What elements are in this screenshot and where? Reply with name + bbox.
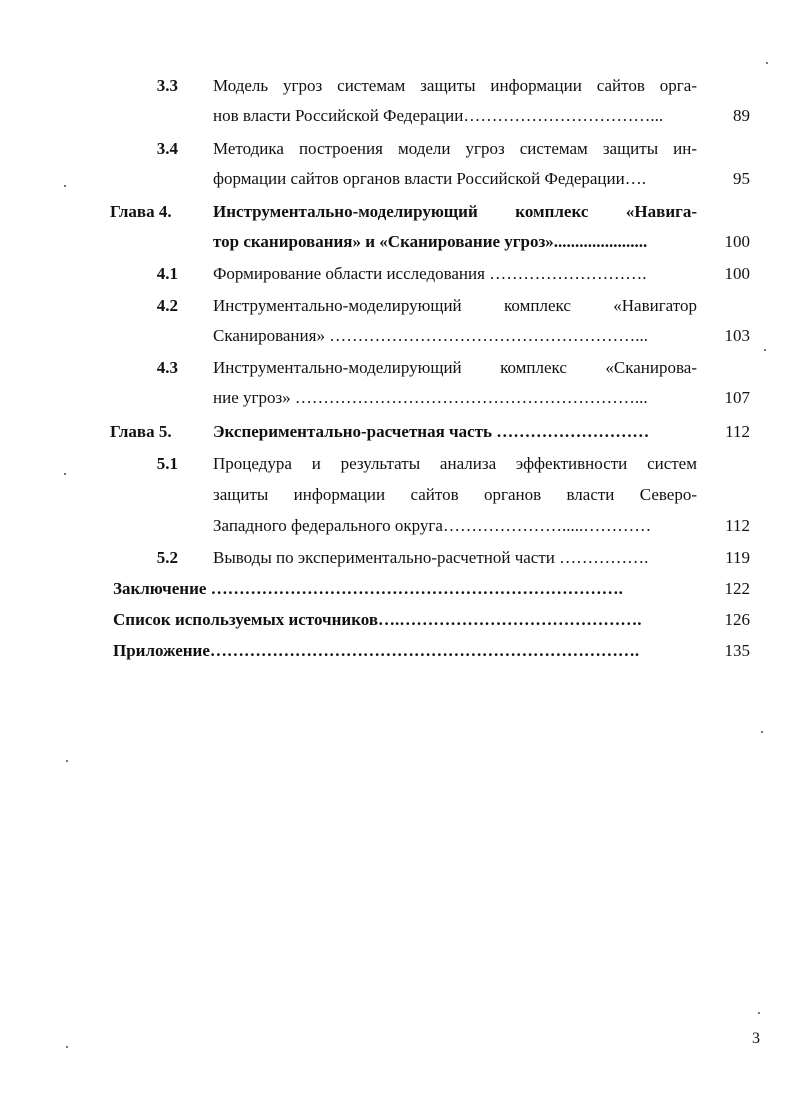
toc-page: 122	[724, 579, 750, 598]
toc-number: Глава 5.	[110, 422, 172, 441]
toc-number: 4.2	[156, 296, 178, 315]
toc-page: 112	[725, 516, 750, 535]
toc-page: 95	[733, 169, 750, 188]
toc-number: Глава 4.	[110, 202, 172, 221]
toc-page: 135	[724, 641, 750, 660]
toc-line: Процедура и результаты анализа эффективности систем	[213, 454, 697, 473]
toc-line: Выводы по экспериментально-расчетной части …………….	[213, 548, 649, 567]
scan-speck	[66, 1046, 68, 1048]
toc-page: 107	[724, 388, 750, 407]
toc-line: тор сканирования» и «Сканирование угроз»......................	[213, 232, 648, 251]
toc-line	[113, 608, 697, 632]
page-number: 3	[752, 1030, 760, 1047]
scan-speck	[758, 1012, 760, 1014]
toc-line: Модель угроз системам защиты информации сайтов орга-	[213, 76, 697, 95]
toc-line: Инструментально-моделирующий комплекс «Навига-	[213, 202, 697, 221]
toc-line: ние угроз» ……………………………………………………...	[213, 388, 648, 407]
toc-line: защиты информации сайтов органов власти Северо-	[213, 485, 697, 504]
toc-title: Приложение………………………………………………………………….	[113, 641, 640, 660]
toc-line	[113, 639, 697, 663]
toc-line: Формирование области исследования ……………………….	[213, 264, 647, 283]
toc-page: 100	[724, 232, 750, 251]
scan-speck	[64, 185, 66, 187]
toc-line: Инструментально-моделирующий комплекс «Навигатор	[213, 296, 697, 315]
toc-line: формации сайтов органов власти Российской Федерации….	[213, 169, 646, 188]
scan-speck	[64, 473, 66, 475]
scan-speck	[761, 731, 763, 733]
toc-page: 103	[724, 326, 750, 345]
toc-line	[213, 420, 697, 444]
scan-speck	[766, 62, 768, 64]
toc-page: 89	[733, 106, 750, 125]
toc-number: 4.1	[156, 264, 178, 283]
toc-line: нов власти Российской Федерации……………………………...	[213, 106, 664, 125]
toc-page: 100	[724, 264, 750, 283]
toc-title: Заключение ……………………………………………………………….	[113, 579, 623, 598]
toc-line: Методика построения модели угроз системам защиты ин-	[213, 139, 697, 158]
toc-number: 4.3	[156, 358, 178, 377]
toc-page: 119	[725, 548, 750, 567]
toc-number: 5.2	[156, 548, 178, 567]
toc-line: Сканирования» ………………………………………………...	[213, 326, 648, 345]
toc-title: Экспериментально-расчетная часть ………………………	[213, 422, 650, 441]
toc-number: 3.3	[156, 76, 178, 95]
toc-number: 3.4	[156, 139, 178, 158]
toc-number: 5.1	[156, 454, 178, 473]
scan-speck	[66, 760, 68, 762]
toc-line: Западного федерального округа………………….....…………	[213, 516, 652, 535]
toc-line	[113, 577, 697, 601]
scan-speck	[764, 349, 766, 351]
toc-line: Инструментально-моделирующий комплекс «Сканирова-	[213, 358, 697, 377]
toc-title: Список используемых источников….…………………………………….	[113, 610, 642, 629]
toc-page: 126	[724, 610, 750, 629]
toc-page: 112	[725, 422, 750, 441]
